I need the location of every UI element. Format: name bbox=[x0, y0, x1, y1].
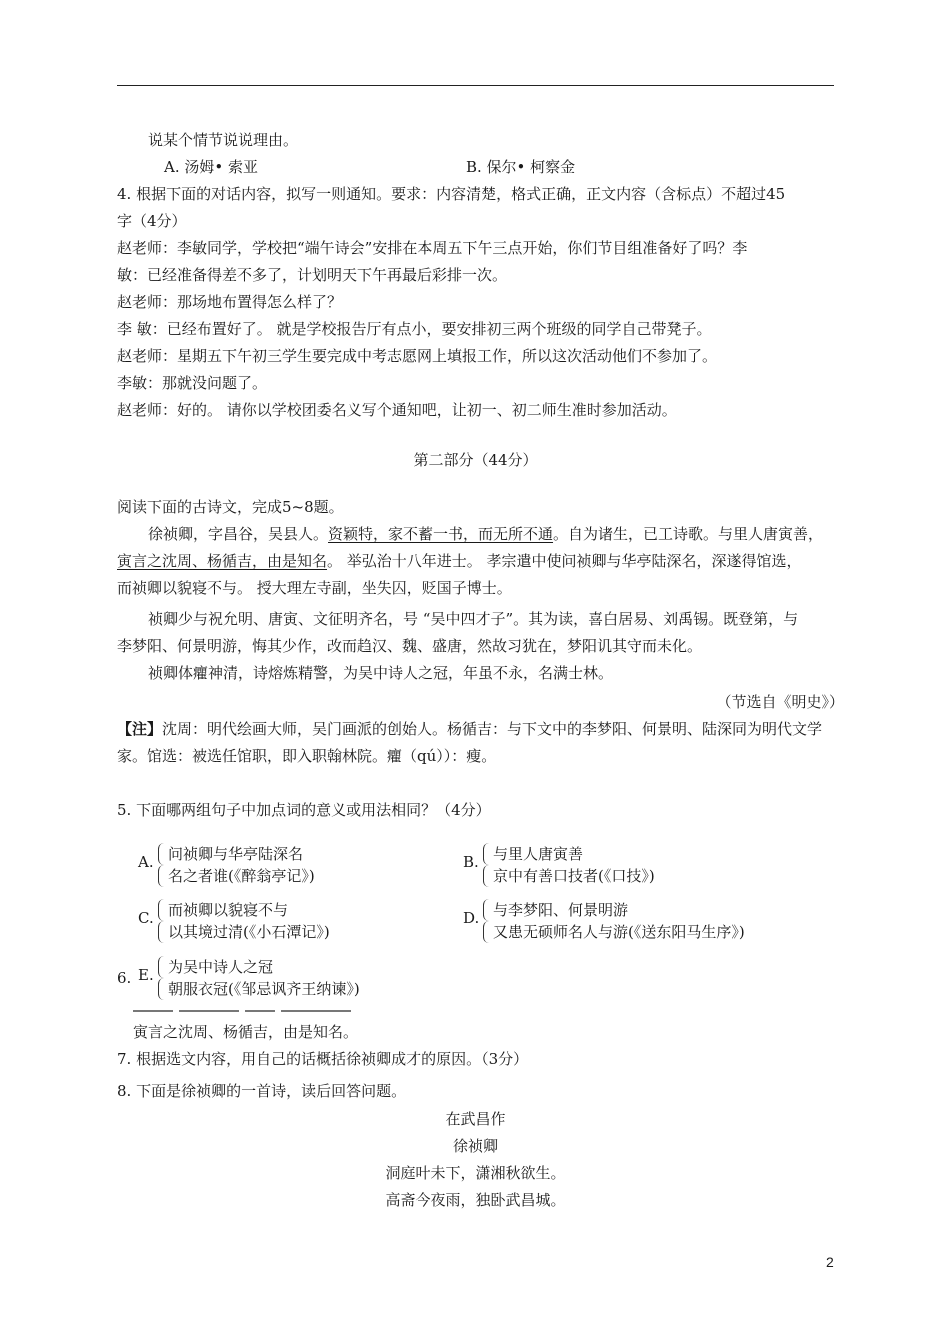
q6-sentence: 寅言之沈周、杨循吉，由是知名。 bbox=[133, 1023, 359, 1041]
option-line: 名之者谁(《醉翁亭记》) bbox=[158, 865, 315, 887]
note-label: 【注】 bbox=[117, 720, 163, 738]
part2-heading: 第二部分（44分） bbox=[413, 451, 538, 469]
poem-author: 徐祯卿 bbox=[452, 1137, 498, 1155]
option-line: 京中有善口技者(《口技》) bbox=[483, 865, 655, 887]
poem-line: 洞庭叶未下，潇湘秋欲生。 bbox=[385, 1164, 566, 1182]
underlined-sentence: 资颖特，家不蓄一书，而无所不通 bbox=[328, 525, 554, 543]
option-line: 与里人唐寅善 bbox=[483, 843, 655, 865]
dialog-line: 赵老师：星期五下午初三学生要完成中考志愿网上填报工作，所以这次活动他们不参加了。 bbox=[117, 347, 718, 365]
option-line: 朝服衣冠(《邹忌讽齐王纳谏》) bbox=[158, 978, 360, 1000]
option-line: 问祯卿与华亭陆深名 bbox=[158, 843, 315, 865]
q8-prompt: 8. 下面是徐祯卿的一首诗，读后回答问题。 bbox=[117, 1082, 407, 1100]
q6-number: 6. bbox=[117, 969, 132, 987]
dialog-line: 赵老师：那场地布置得怎么样了？ bbox=[117, 293, 343, 311]
dialog-line: 赵老师：李敏同学，学校把“端午诗会”安排在本周五下午三点开始，你们节目组准备好了吗？李 bbox=[117, 239, 748, 257]
dialog-line: 李敏：那就没问题了。 bbox=[117, 374, 268, 392]
underlined-sentence: 寅言之沈周、杨循吉，由是知名 bbox=[117, 552, 328, 570]
option-line: 为吴中诗人之冠 bbox=[158, 956, 360, 978]
option-brace bbox=[483, 899, 745, 943]
poem-title: 在武昌作 bbox=[445, 1110, 506, 1128]
page-number: 2 bbox=[826, 1254, 834, 1270]
q3-option-a: A. 汤姆• 索亚 bbox=[164, 158, 258, 176]
option-brace bbox=[158, 843, 315, 887]
passage-note-line1 bbox=[117, 719, 822, 739]
option-label: E. bbox=[138, 966, 154, 984]
passage-text: 徐祯卿，字昌谷，吴县人。 bbox=[148, 525, 329, 543]
poem-line: 高斋今夜雨，独卧武昌城。 bbox=[385, 1191, 566, 1209]
passage-p1-line3: 而祯卿以貌寝不与。 授大理左寺副，坐失囚，贬国子博士。 bbox=[117, 579, 512, 597]
passage-text: 。 举弘治十八年进士。 孝宗遣中使问祯卿与华亭陆深名，深遂得馆选， bbox=[327, 552, 802, 570]
option-label: B. bbox=[463, 853, 479, 871]
option-brace bbox=[483, 843, 655, 887]
option-line: 又患无硕师名人与游(《送东阳马生序》) bbox=[483, 921, 745, 943]
q4-prompt-line2: 字（4分） bbox=[117, 212, 187, 230]
part2-intro: 阅读下面的古诗文，完成5~8题。 bbox=[117, 498, 344, 516]
q7-prompt: 7. 根据选文内容，用自己的话概括徐祯卿成才的原因。（3分） bbox=[117, 1050, 529, 1068]
passage-text: 。自为诸生，已工诗歌。与里人唐寅善， bbox=[553, 525, 824, 543]
option-line: 与李梦阳、何景明游 bbox=[483, 899, 745, 921]
option-label: A. bbox=[138, 853, 154, 871]
header-rule bbox=[117, 85, 834, 86]
dialog-line: 赵老师：好的。 请你以学校团委名义写个通知吧，让初一、初二师生准时参加活动。 bbox=[117, 401, 677, 419]
option-label: C. bbox=[138, 909, 154, 927]
passage-p3: 祯卿体癯神清，诗熔炼精警，为吴中诗人之冠，年虽不永，名满士林。 bbox=[148, 664, 614, 682]
clipped-text-fragment bbox=[133, 1010, 393, 1014]
option-brace bbox=[158, 956, 360, 1000]
q3-tail: 说某个情节说说理由。 bbox=[148, 131, 299, 149]
option-line: 以其境过清(《小石潭记》) bbox=[158, 921, 330, 943]
dialog-line: 李 敏：已经布置好了。 就是学校报告厅有点小，要安排初三两个班级的同学自己带凳子。 bbox=[117, 320, 712, 338]
q4-prompt-line1: 4. 根据下面的对话内容，拟写一则通知。要求：内容清楚，格式正确，正文内容（含标点）不超过45 bbox=[117, 185, 786, 203]
option-brace bbox=[158, 899, 330, 943]
passage-p1-line2 bbox=[117, 551, 802, 571]
passage-p2-line1: 祯卿少与祝允明、唐寅、文征明齐名，号 “吴中四才子”。其为读，喜白居易、刘禹锡。既登第，与 bbox=[148, 610, 799, 628]
option-line: 而祯卿以貌寝不与 bbox=[158, 899, 330, 921]
q5-prompt: 5. 下面哪两组句子中加点词的意义或用法相同？（4分） bbox=[117, 801, 491, 819]
passage-source: （节选自《明史》） bbox=[716, 693, 844, 711]
note-text: 沈周：明代绘画大师，吴门画派的创始人。杨循吉：与下文中的李梦阳、何景明、陆深同为明代文学 bbox=[162, 720, 823, 738]
passage-p2-line2: 李梦阳、何景明游，悔其少作，改而趋汉、魏、盛唐，然故习犹在，梦阳讥其守而未化。 bbox=[117, 637, 703, 655]
passage-p1-line1 bbox=[148, 524, 823, 544]
q3-option-b: B. 保尔• 柯察金 bbox=[466, 158, 576, 176]
passage-note-line2: 家。馆选：被选任馆职，即入职翰林院。癯（qú））：瘦。 bbox=[117, 747, 497, 765]
option-label: D. bbox=[463, 909, 480, 927]
dialog-line: 敏：已经准备得差不多了，计划明天下午再最后彩排一次。 bbox=[117, 266, 508, 284]
